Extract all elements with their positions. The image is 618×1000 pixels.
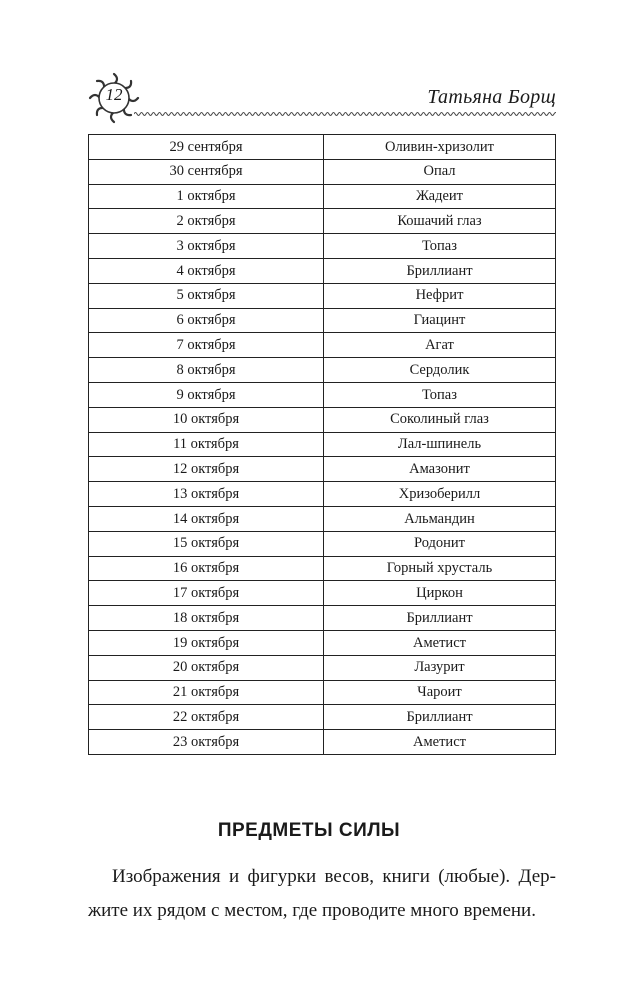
- paragraph-line-1: Изображения и фигурки весов, книги (любые). Дер-: [112, 866, 556, 887]
- date-cell: 11 октября: [89, 432, 324, 457]
- stone-cell: Бриллиант: [324, 258, 556, 283]
- date-cell: 14 октября: [89, 506, 324, 531]
- date-cell: 16 октября: [89, 556, 324, 581]
- date-cell: 4 октября: [89, 258, 324, 283]
- table-row: [89, 258, 556, 283]
- stone-cell: Горный хрусталь: [324, 556, 556, 581]
- stone-cell: Бриллиант: [324, 606, 556, 631]
- page-number: 12: [105, 85, 123, 104]
- table-row: [89, 382, 556, 407]
- stone-cell: Нефрит: [324, 283, 556, 308]
- stone-cell: Жадеит: [324, 184, 556, 209]
- table-row: [89, 358, 556, 383]
- table-row: [89, 680, 556, 705]
- date-cell: 13 октября: [89, 482, 324, 507]
- stone-cell: Гиацинт: [324, 308, 556, 333]
- date-cell: 8 октября: [89, 358, 324, 383]
- paragraph-line-2: жите их рядом с местом, где проводите много времени.: [88, 900, 536, 921]
- table-row: [89, 630, 556, 655]
- birthstone-table: [88, 134, 556, 755]
- stone-cell: Лал-шпинель: [324, 432, 556, 457]
- stone-cell: Топаз: [324, 382, 556, 407]
- date-cell: 2 октября: [89, 209, 324, 234]
- date-cell: 1 октября: [89, 184, 324, 209]
- table-row: [89, 209, 556, 234]
- table-row: [89, 606, 556, 631]
- table-row: [89, 407, 556, 432]
- stone-cell: Оливин-хризолит: [324, 135, 556, 160]
- date-cell: 22 октября: [89, 705, 324, 730]
- stone-cell: Соколиный глаз: [324, 407, 556, 432]
- section-title: ПРЕДМЕТЫ СИЛЫ: [217, 820, 401, 841]
- stone-cell: Кошачий глаз: [324, 209, 556, 234]
- page-header: [86, 70, 556, 130]
- date-cell: 3 октября: [89, 234, 324, 259]
- stone-cell: Агат: [324, 333, 556, 358]
- stone-cell: Амазонит: [324, 457, 556, 482]
- table-row: [89, 234, 556, 259]
- stone-cell: Чароит: [324, 680, 556, 705]
- date-cell: 7 октября: [89, 333, 324, 358]
- stone-cell: Аметист: [324, 730, 556, 755]
- table-row: [89, 308, 556, 333]
- stone-cell: Циркон: [324, 581, 556, 606]
- table-row: [89, 655, 556, 680]
- date-cell: 10 октября: [89, 407, 324, 432]
- date-cell: 20 октября: [89, 655, 324, 680]
- stone-cell: Родонит: [324, 531, 556, 556]
- date-cell: 12 октября: [89, 457, 324, 482]
- table-row: [89, 333, 556, 358]
- date-cell: 30 сентября: [89, 159, 324, 184]
- table-row: [89, 581, 556, 606]
- date-cell: 19 октября: [89, 630, 324, 655]
- table-row: [89, 482, 556, 507]
- date-cell: 17 октября: [89, 581, 324, 606]
- table-row: [89, 531, 556, 556]
- table-row: [89, 432, 556, 457]
- date-cell: 5 октября: [89, 283, 324, 308]
- wavy-divider: [134, 110, 556, 118]
- date-cell: 9 октября: [89, 382, 324, 407]
- table-row: [89, 159, 556, 184]
- stone-cell: Хризоберилл: [324, 482, 556, 507]
- table-row: [89, 457, 556, 482]
- date-cell: 23 октября: [89, 730, 324, 755]
- stone-cell: Аметист: [324, 630, 556, 655]
- stone-cell: Альмандин: [324, 506, 556, 531]
- date-cell: 29 сентября: [89, 135, 324, 160]
- table-row: [89, 730, 556, 755]
- table-row: [89, 705, 556, 730]
- stone-cell: Бриллиант: [324, 705, 556, 730]
- stone-cell: Опал: [324, 159, 556, 184]
- running-header-author: Татьяна Борщ: [427, 86, 556, 108]
- stone-cell: Сердолик: [324, 358, 556, 383]
- date-cell: 15 октября: [89, 531, 324, 556]
- table-row: [89, 283, 556, 308]
- stone-cell: Топаз: [324, 234, 556, 259]
- date-cell: 6 октября: [89, 308, 324, 333]
- table-row: [89, 135, 556, 160]
- table-row: [89, 556, 556, 581]
- stone-cell: Лазурит: [324, 655, 556, 680]
- table-row: [89, 184, 556, 209]
- table-row: [89, 506, 556, 531]
- date-cell: 18 октября: [89, 606, 324, 631]
- date-cell: 21 октября: [89, 680, 324, 705]
